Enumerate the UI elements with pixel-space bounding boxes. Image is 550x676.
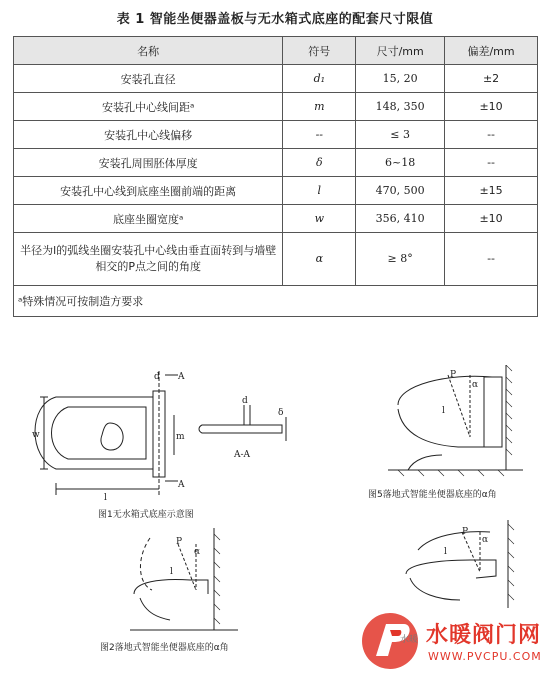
- row-deviation: ±2: [445, 65, 538, 93]
- fig1-caption: 图1无水箱式底座示意图: [98, 510, 194, 520]
- row-deviation: ±15: [445, 177, 538, 205]
- fig-bottom-right-drawing: [400, 520, 530, 610]
- row-size: 356, 410: [356, 205, 445, 233]
- row-symbol: m: [283, 93, 356, 121]
- fig1-top-view-drawing: [28, 365, 198, 505]
- fig1-label-a-top: A: [178, 372, 185, 382]
- table-row: [14, 93, 538, 121]
- fig2-caption: 图2落地式智能坐便器底座的α角: [100, 643, 229, 653]
- row-name: 底座坐圈宽度ᵃ: [14, 205, 283, 233]
- header-size: 尺寸/mm: [356, 37, 445, 65]
- row-deviation: --: [445, 149, 538, 177]
- fig1-section-delta: δ: [278, 408, 284, 418]
- table-title: 表 1 智能坐便器盖板与无水箱式底座的配套尺寸限值: [116, 12, 434, 27]
- table-row: [14, 149, 538, 177]
- table-footnote: ᵃ特殊情况可按制造方要求: [14, 286, 538, 317]
- fig5-label-l: l: [442, 406, 445, 416]
- fig-br-label-l: l: [444, 547, 447, 557]
- fig1-section-label: A-A: [234, 450, 251, 460]
- row-name: 安装孔直径: [14, 65, 283, 93]
- fig2-side-view-drawing: [130, 528, 238, 638]
- table-row: [14, 65, 538, 93]
- fig1-label-a-bottom: A: [178, 480, 185, 490]
- table-row: [14, 177, 538, 205]
- row-symbol: δ: [283, 149, 356, 177]
- row-name: 安装孔周围胚体厚度: [14, 149, 283, 177]
- header-symbol: 符号: [283, 37, 356, 65]
- row-name: 安装孔中心线到底座坐圈前端的距离: [14, 177, 283, 205]
- watermark-partial-text: 水暖: [400, 635, 419, 645]
- row-name: 半径为l的弧线坐圈安装孔中心线由垂直面转到与墙壁相交的P点之间的角度: [14, 233, 283, 286]
- fig-br-label-alpha: α: [482, 535, 489, 545]
- row-size: 6~18: [356, 149, 445, 177]
- row-symbol: α: [283, 233, 356, 286]
- fig1-section-drawing: [198, 395, 288, 465]
- row-size: 148, 350: [356, 93, 445, 121]
- spec-table: [13, 36, 538, 317]
- row-deviation: ±10: [445, 93, 538, 121]
- table-row: [14, 205, 538, 233]
- fig-br-label-p: P: [462, 527, 469, 537]
- row-name: 安装孔中心线间距ᵃ: [14, 93, 283, 121]
- fig5-label-alpha: α: [472, 380, 479, 390]
- row-symbol: l: [283, 177, 356, 205]
- header-name: 名称: [14, 37, 283, 65]
- row-name: 安装孔中心线偏移: [14, 121, 283, 149]
- row-symbol: --: [283, 121, 356, 149]
- watermark-url: WWW.PVCPU.COM: [428, 650, 542, 663]
- fig1-label-m: m: [176, 432, 185, 442]
- watermark-brand: 水暖阀门网: [426, 623, 542, 648]
- table-row: [14, 233, 538, 286]
- fig5-side-view-drawing: [388, 365, 523, 485]
- row-symbol: d₁: [283, 65, 356, 93]
- row-deviation: --: [445, 121, 538, 149]
- header-deviation: 偏差/mm: [445, 37, 538, 65]
- row-deviation: ±10: [445, 205, 538, 233]
- fig1-label-l: l: [104, 493, 107, 503]
- row-size: ≥ 8°: [356, 233, 445, 286]
- fig1-label-w: w: [32, 430, 40, 440]
- row-size: ≤ 3: [356, 121, 445, 149]
- fig5-caption: 图5落地式智能坐便器底座的α角: [368, 490, 497, 500]
- fig2-label-l: l: [170, 567, 173, 577]
- table-header-row: [14, 37, 538, 65]
- row-deviation: --: [445, 233, 538, 286]
- row-size: 470, 500: [356, 177, 445, 205]
- fig1-section-d: d: [242, 396, 248, 406]
- fig5-label-p: P: [450, 370, 457, 380]
- row-symbol: w: [283, 205, 356, 233]
- table-row: [14, 121, 538, 149]
- fig2-label-p: P: [176, 537, 183, 547]
- fig1-label-d1: d: [154, 372, 160, 382]
- row-size: 15, 20: [356, 65, 445, 93]
- fig2-label-alpha: α: [194, 547, 201, 557]
